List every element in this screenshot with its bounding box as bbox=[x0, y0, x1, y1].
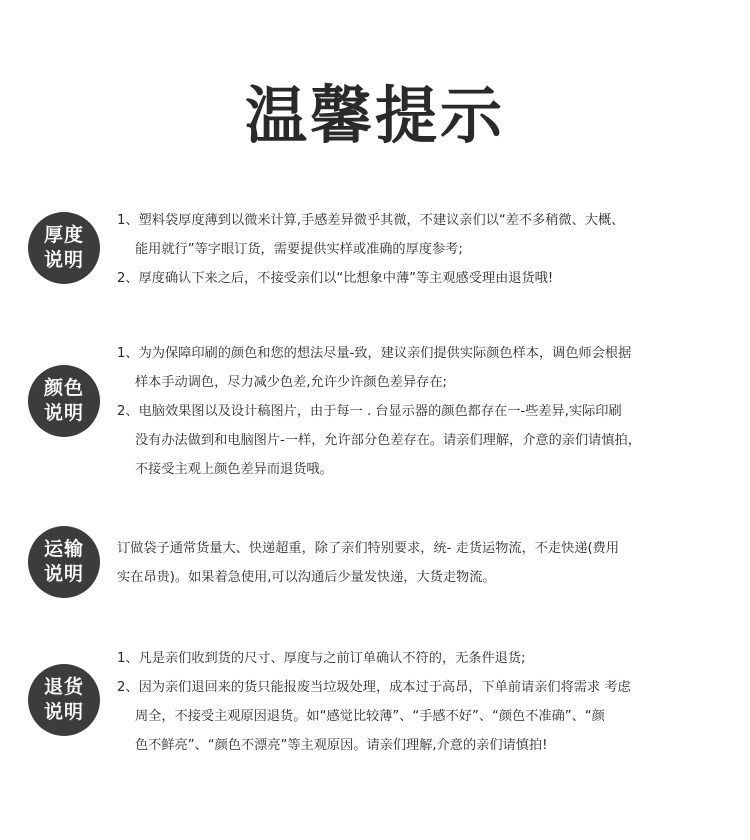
badge-line: 退货 bbox=[43, 676, 84, 698]
badge-line: 运输 bbox=[43, 538, 84, 560]
section-badge-color bbox=[28, 365, 100, 437]
text-line: 1、凡是亲们收到货的尺寸、厚度与之前订单确认不符的，无条件退货; bbox=[117, 651, 526, 666]
text-line: 样本手动调色，尽力减少色差,允许少许颜色差异存在; bbox=[135, 375, 447, 390]
text-line: 订做袋子通常货量大、快递超重，除了亲们特别要求，统- 走货运物流，不走快递(费用 bbox=[117, 541, 620, 556]
section-text-thickness bbox=[117, 206, 624, 293]
text-line: 实在昂贵)。如果着急使用,可以沟通后少量发快递，大货走物流。 bbox=[117, 570, 496, 585]
badge-line: 说明 bbox=[43, 249, 84, 271]
badge-line: 说明 bbox=[43, 701, 84, 723]
section-text-shipping bbox=[117, 534, 619, 592]
section-text-color bbox=[117, 339, 641, 484]
text-line: 能用就行”等字眼订货，需要提供实样或准确的厚度参考; bbox=[135, 242, 463, 257]
text-line: 1、塑料袋厚度薄到以微米计算,手感差异微乎其微，不建议亲们以“差不多稍微、大概、 bbox=[117, 213, 625, 228]
section-badge-thickness bbox=[28, 212, 100, 284]
badge-line: 厚度 bbox=[43, 224, 84, 246]
text-line: 2、厚度确认下来之后，不接受亲们以“比想象中薄”等主观感受理由退货哦! bbox=[117, 271, 554, 286]
text-line: 周全，不接受主观原因退货。如“感觉比较薄”、“手感不好”、“颜色不准确”、“颜 bbox=[135, 709, 605, 724]
text-line: 2、因为亲们退回来的货只能报废当垃圾处理，成本过于高昂，下单前请亲们将需求 考虑 bbox=[117, 680, 631, 695]
text-line: 1、为为保障印刷的颜色和您的想法尽量-致，建议亲们提供实际颜色样本，调色师会根据 bbox=[117, 346, 632, 361]
text-line: 2、电脑效果图以及设计稿图片，由于每一 . 台显示器的颜色都存在一-些差异,实际印刷 bbox=[117, 404, 622, 419]
badge-line: 说明 bbox=[43, 402, 84, 424]
text-line: 没有办法做到和电脑图片-一样，允许部分色差存在。请亲们理解，介意的亲们请慎拍， bbox=[135, 433, 641, 448]
section-badge-returns bbox=[28, 664, 100, 736]
section-badge-shipping bbox=[28, 526, 100, 598]
text-line: 色不鲜亮”、“颜色不漂亮”等主观原因。请亲们理解,介意的亲们请慎拍! bbox=[135, 738, 548, 753]
text-line: 不接受主观上颜色差异而退货哦。 bbox=[135, 462, 333, 477]
badge-line: 说明 bbox=[43, 563, 84, 585]
section-text-returns bbox=[117, 644, 631, 760]
badge-line: 颜色 bbox=[43, 377, 84, 399]
page-title: 温馨提示 bbox=[244, 79, 505, 152]
